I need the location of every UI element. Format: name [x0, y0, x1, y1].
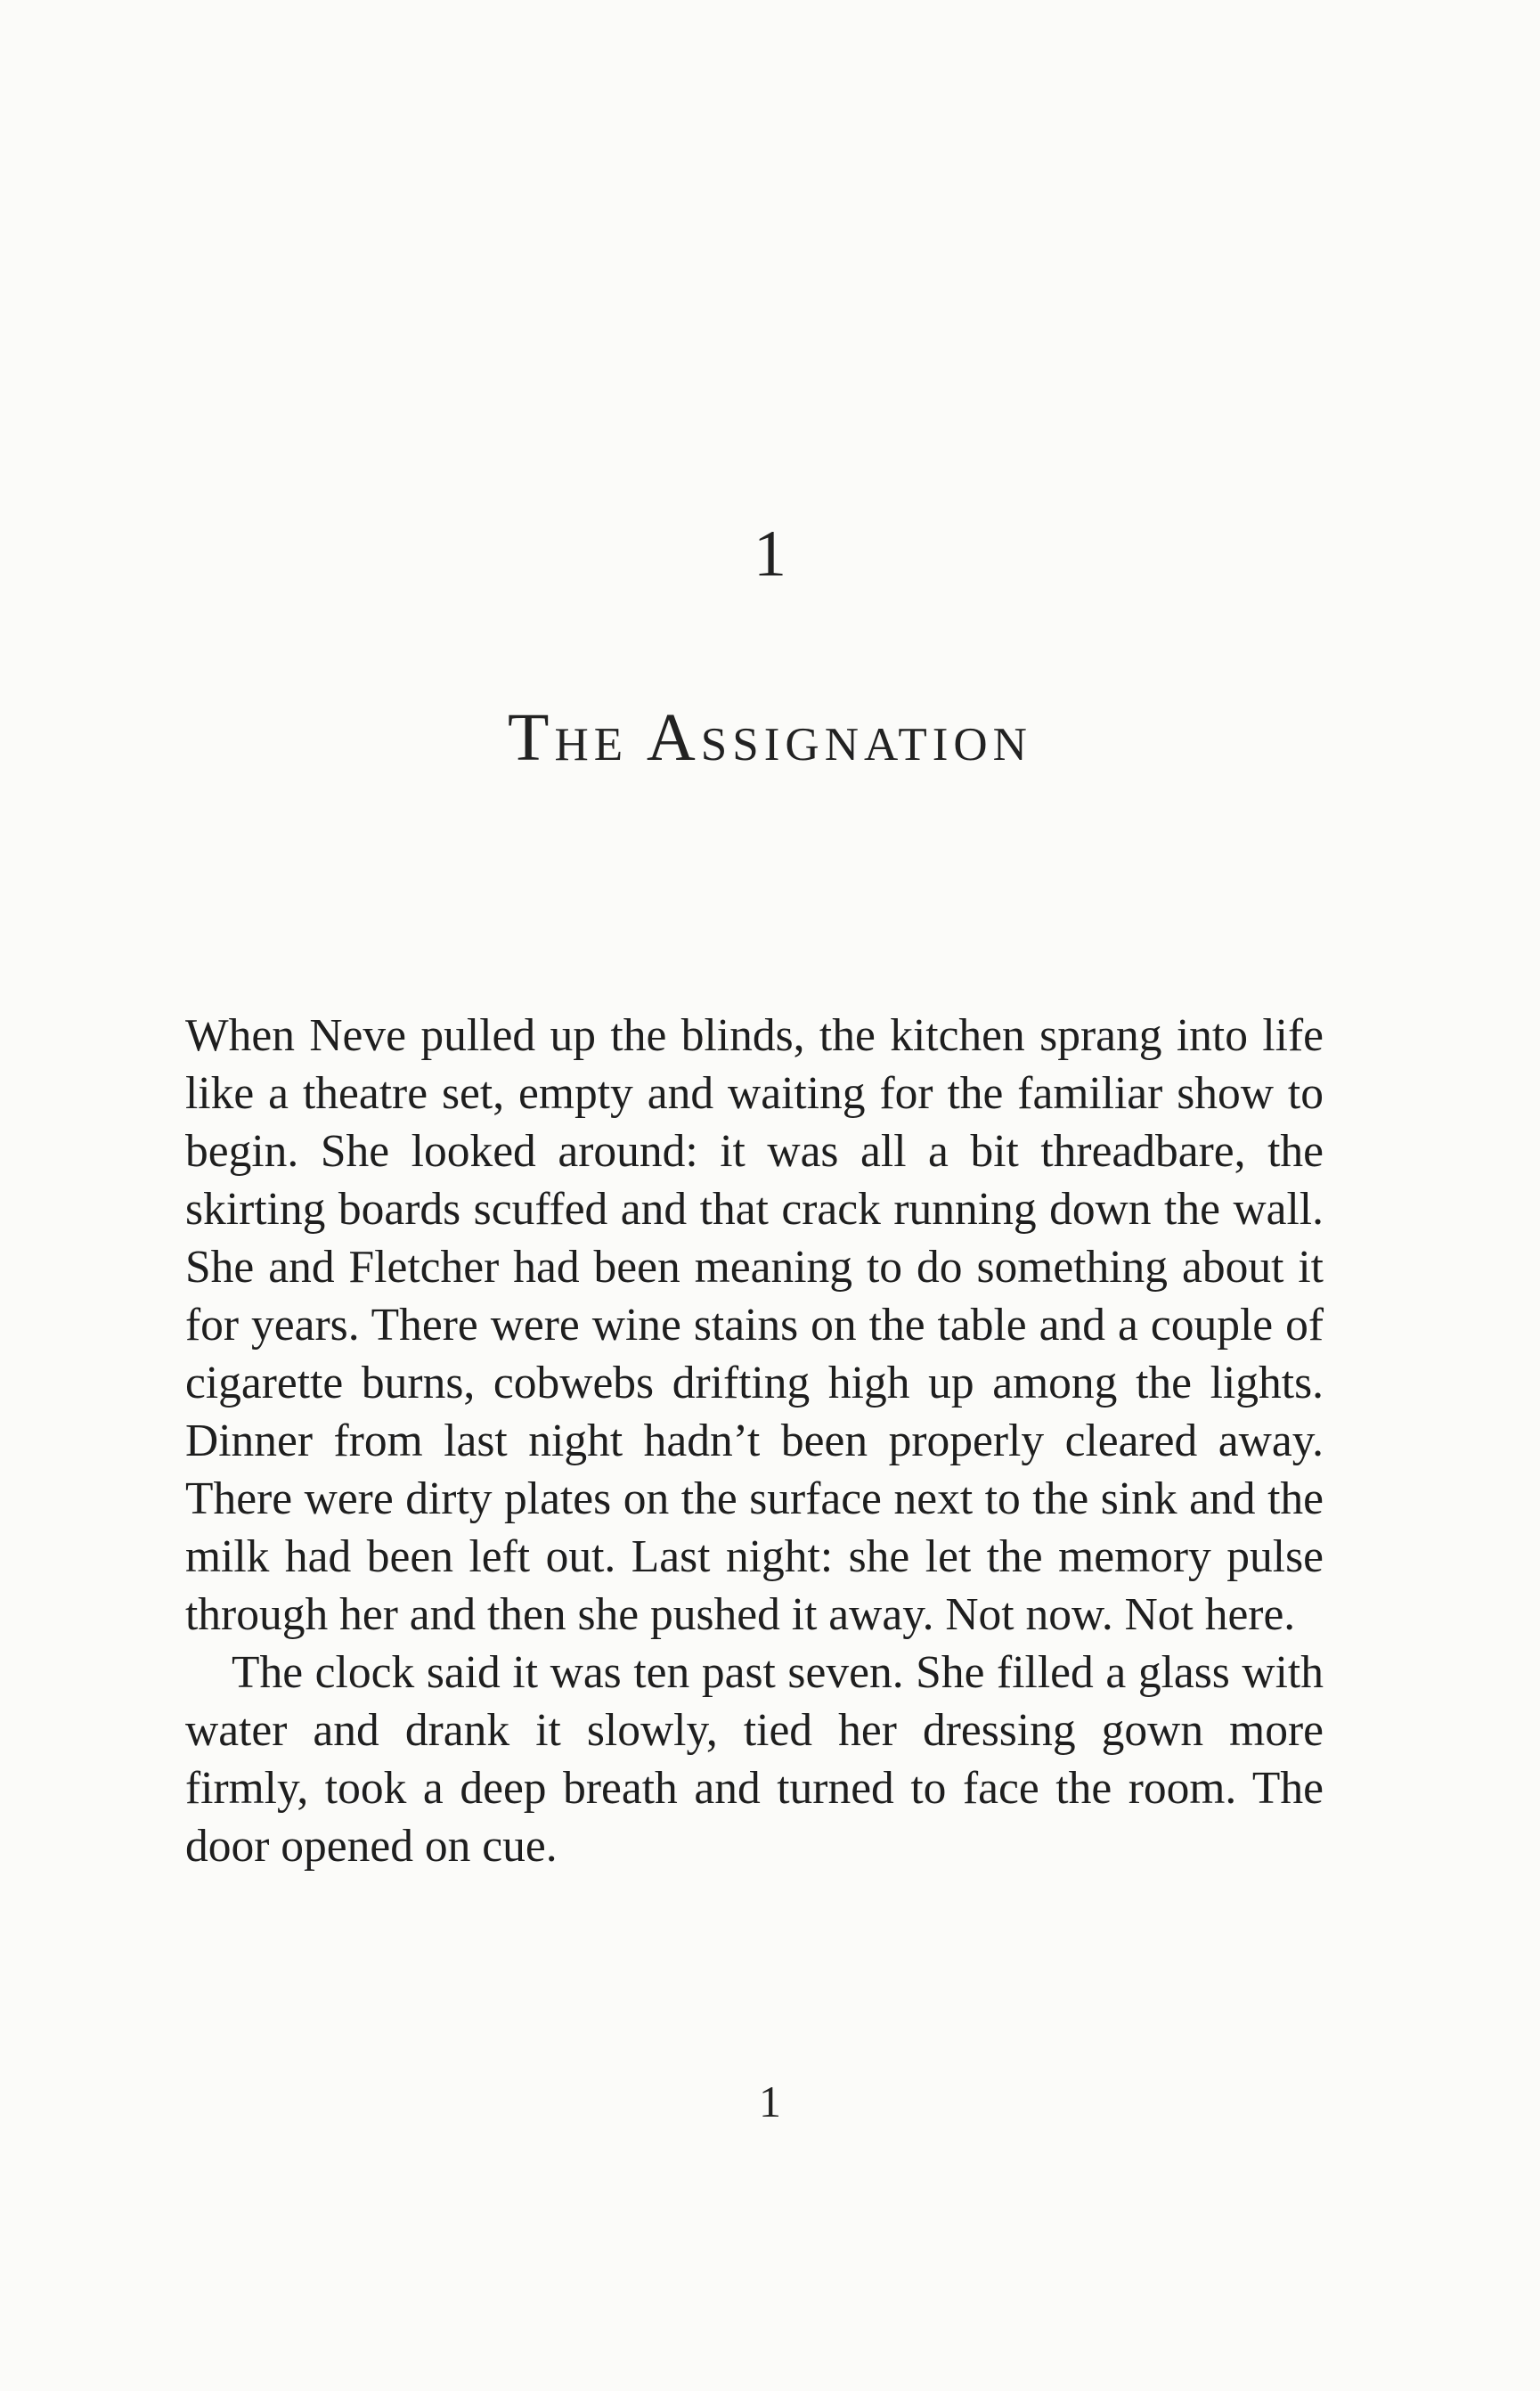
paragraph: When Neve pulled up the blinds, the kitchen sprang into life like a theatre set, empty and waiting for the familiar show to begin. She looked around: it was all a bit threadbare, the skirting boards scuffed and that crack running down the wall. She and Fletcher had been meaning to do something about it for years. There were wine stains on the table and a couple of cigarette burns, cobwebs drifting high up among the lights. Dinner from last night hadn’t been properly cleared away. There were dirty plates on the surface next to the sink and the milk had been left out. Last night: she let the memory pulse through her and then she pushed it away. Not now. Not here. — [185, 1010, 1324, 1640]
chapter-title: The Assignation — [508, 700, 1032, 775]
paragraph: The clock said it was ten past seven. She filled a glass with water and drank it slowly, tied her dressing gown more firmly, took a deep breath and turned to face the room. The door opened on cue. — [185, 1647, 1324, 1872]
chapter-body — [185, 1007, 1324, 1875]
chapter-number: 1 — [754, 518, 786, 591]
page-number: 1 — [759, 2077, 781, 2126]
